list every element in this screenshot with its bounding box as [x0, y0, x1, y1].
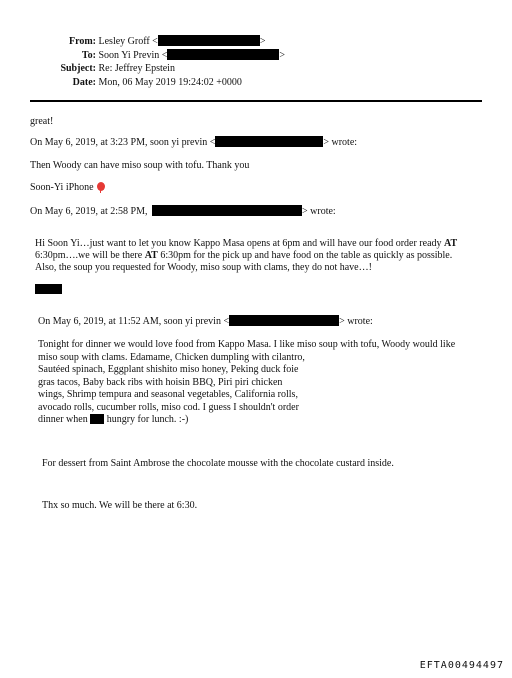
- order-line: [38, 414, 478, 427]
- order-line: avocado rolls, cucumber rolls, miso cod. I guess I shouldn't order: [38, 401, 299, 413]
- signature-text: Soon-Yi iPhone: [30, 182, 94, 193]
- signature-line: [30, 182, 105, 194]
- quote-header-tail: > wrote:: [339, 316, 373, 327]
- quote-header-tail: > wrote:: [323, 137, 358, 148]
- redacted-signature: [35, 284, 62, 296]
- to-line: [22, 49, 285, 62]
- order-text: dinner when: [38, 414, 88, 425]
- subject-value: Re: Jeffrey Epstein: [98, 63, 175, 74]
- message-line: Then Woody can have miso soup with tofu. Thank you: [30, 160, 250, 171]
- date-line: [22, 77, 242, 89]
- thanks-line: Thx so much. We will be there at 6:30.: [42, 500, 198, 511]
- to-label: To:: [81, 50, 96, 61]
- redaction-block: [229, 315, 339, 326]
- redaction-block: [90, 414, 104, 424]
- order-line: Tonight for dinner we would love food from Kappo Masa. I like miso soup with tofu, Woody would like: [38, 339, 456, 350]
- quote-header-2: [30, 205, 336, 218]
- message-text: Hi Soon Yi…just want to let you know Kappo Masa opens at 6pm and will have our food order ready: [35, 238, 445, 249]
- to-tail: >: [279, 50, 286, 61]
- redaction-block: [215, 136, 323, 147]
- message-text: Also, the soup you requested for Woody, miso soup with clams, they do not have…!: [35, 262, 372, 273]
- quote-header-1: [30, 136, 357, 149]
- dinner-order-message: [38, 339, 478, 427]
- balloon-icon: [97, 182, 105, 191]
- quote-header-tail: > wrote:: [302, 206, 336, 217]
- header-divider: [30, 100, 482, 102]
- from-name: Lesley Groff <: [98, 36, 158, 47]
- redaction-block: [167, 49, 279, 60]
- order-line: gras tacos, Baby back ribs with hoisin BBQ, Piri piri chicken: [38, 376, 283, 388]
- quote-header-text: On May 6, 2019, at 3:23 PM, soon yi previn <: [30, 137, 216, 148]
- quote-header-3: [38, 315, 373, 328]
- order-line: Sautéed spinach, Eggplant shishito miso honey, Peking duck foie: [38, 364, 299, 375]
- from-tail: >: [259, 36, 266, 47]
- quote-header-text: On May 6, 2019, at 2:58 PM,: [30, 206, 148, 217]
- subject-line: [22, 63, 175, 75]
- order-line: wings, Shrimp tempura and seasonal vegetables, California rolls,: [38, 389, 298, 400]
- quote-header-text: On May 6, 2019, at 11:52 AM, soon yi previn <: [38, 316, 230, 327]
- dessert-line: For dessert from Saint Ambrose the chocolate mousse with the chocolate custard inside.: [42, 458, 394, 469]
- to-name: Soon Yi Previn <: [98, 50, 168, 61]
- date-label: Date:: [72, 77, 96, 88]
- from-label: From:: [68, 36, 96, 47]
- reply-text: great!: [30, 116, 54, 127]
- date-value: Mon, 06 May 2019 19:24:02 +0000: [98, 77, 242, 88]
- redaction-block: [158, 35, 260, 46]
- kappo-masa-message: [35, 238, 475, 274]
- redaction-block: [35, 284, 62, 294]
- order-text: hungry for lunch. :-): [106, 414, 189, 425]
- message-text: 6:30pm….we will be there: [35, 250, 145, 261]
- emphasis-text: AT: [444, 238, 458, 249]
- order-line: miso soup with clams. Edamame, Chicken dumpling with cilantro,: [38, 351, 305, 363]
- message-text: 6:30pm for the pick up and have food on the table as quickly as possible.: [157, 250, 453, 261]
- subject-label: Subject:: [60, 63, 96, 74]
- emphasis-text: AT: [144, 250, 158, 261]
- redaction-block: [152, 205, 302, 216]
- from-line: [22, 35, 265, 48]
- bates-number: EFTA00494497: [419, 660, 504, 671]
